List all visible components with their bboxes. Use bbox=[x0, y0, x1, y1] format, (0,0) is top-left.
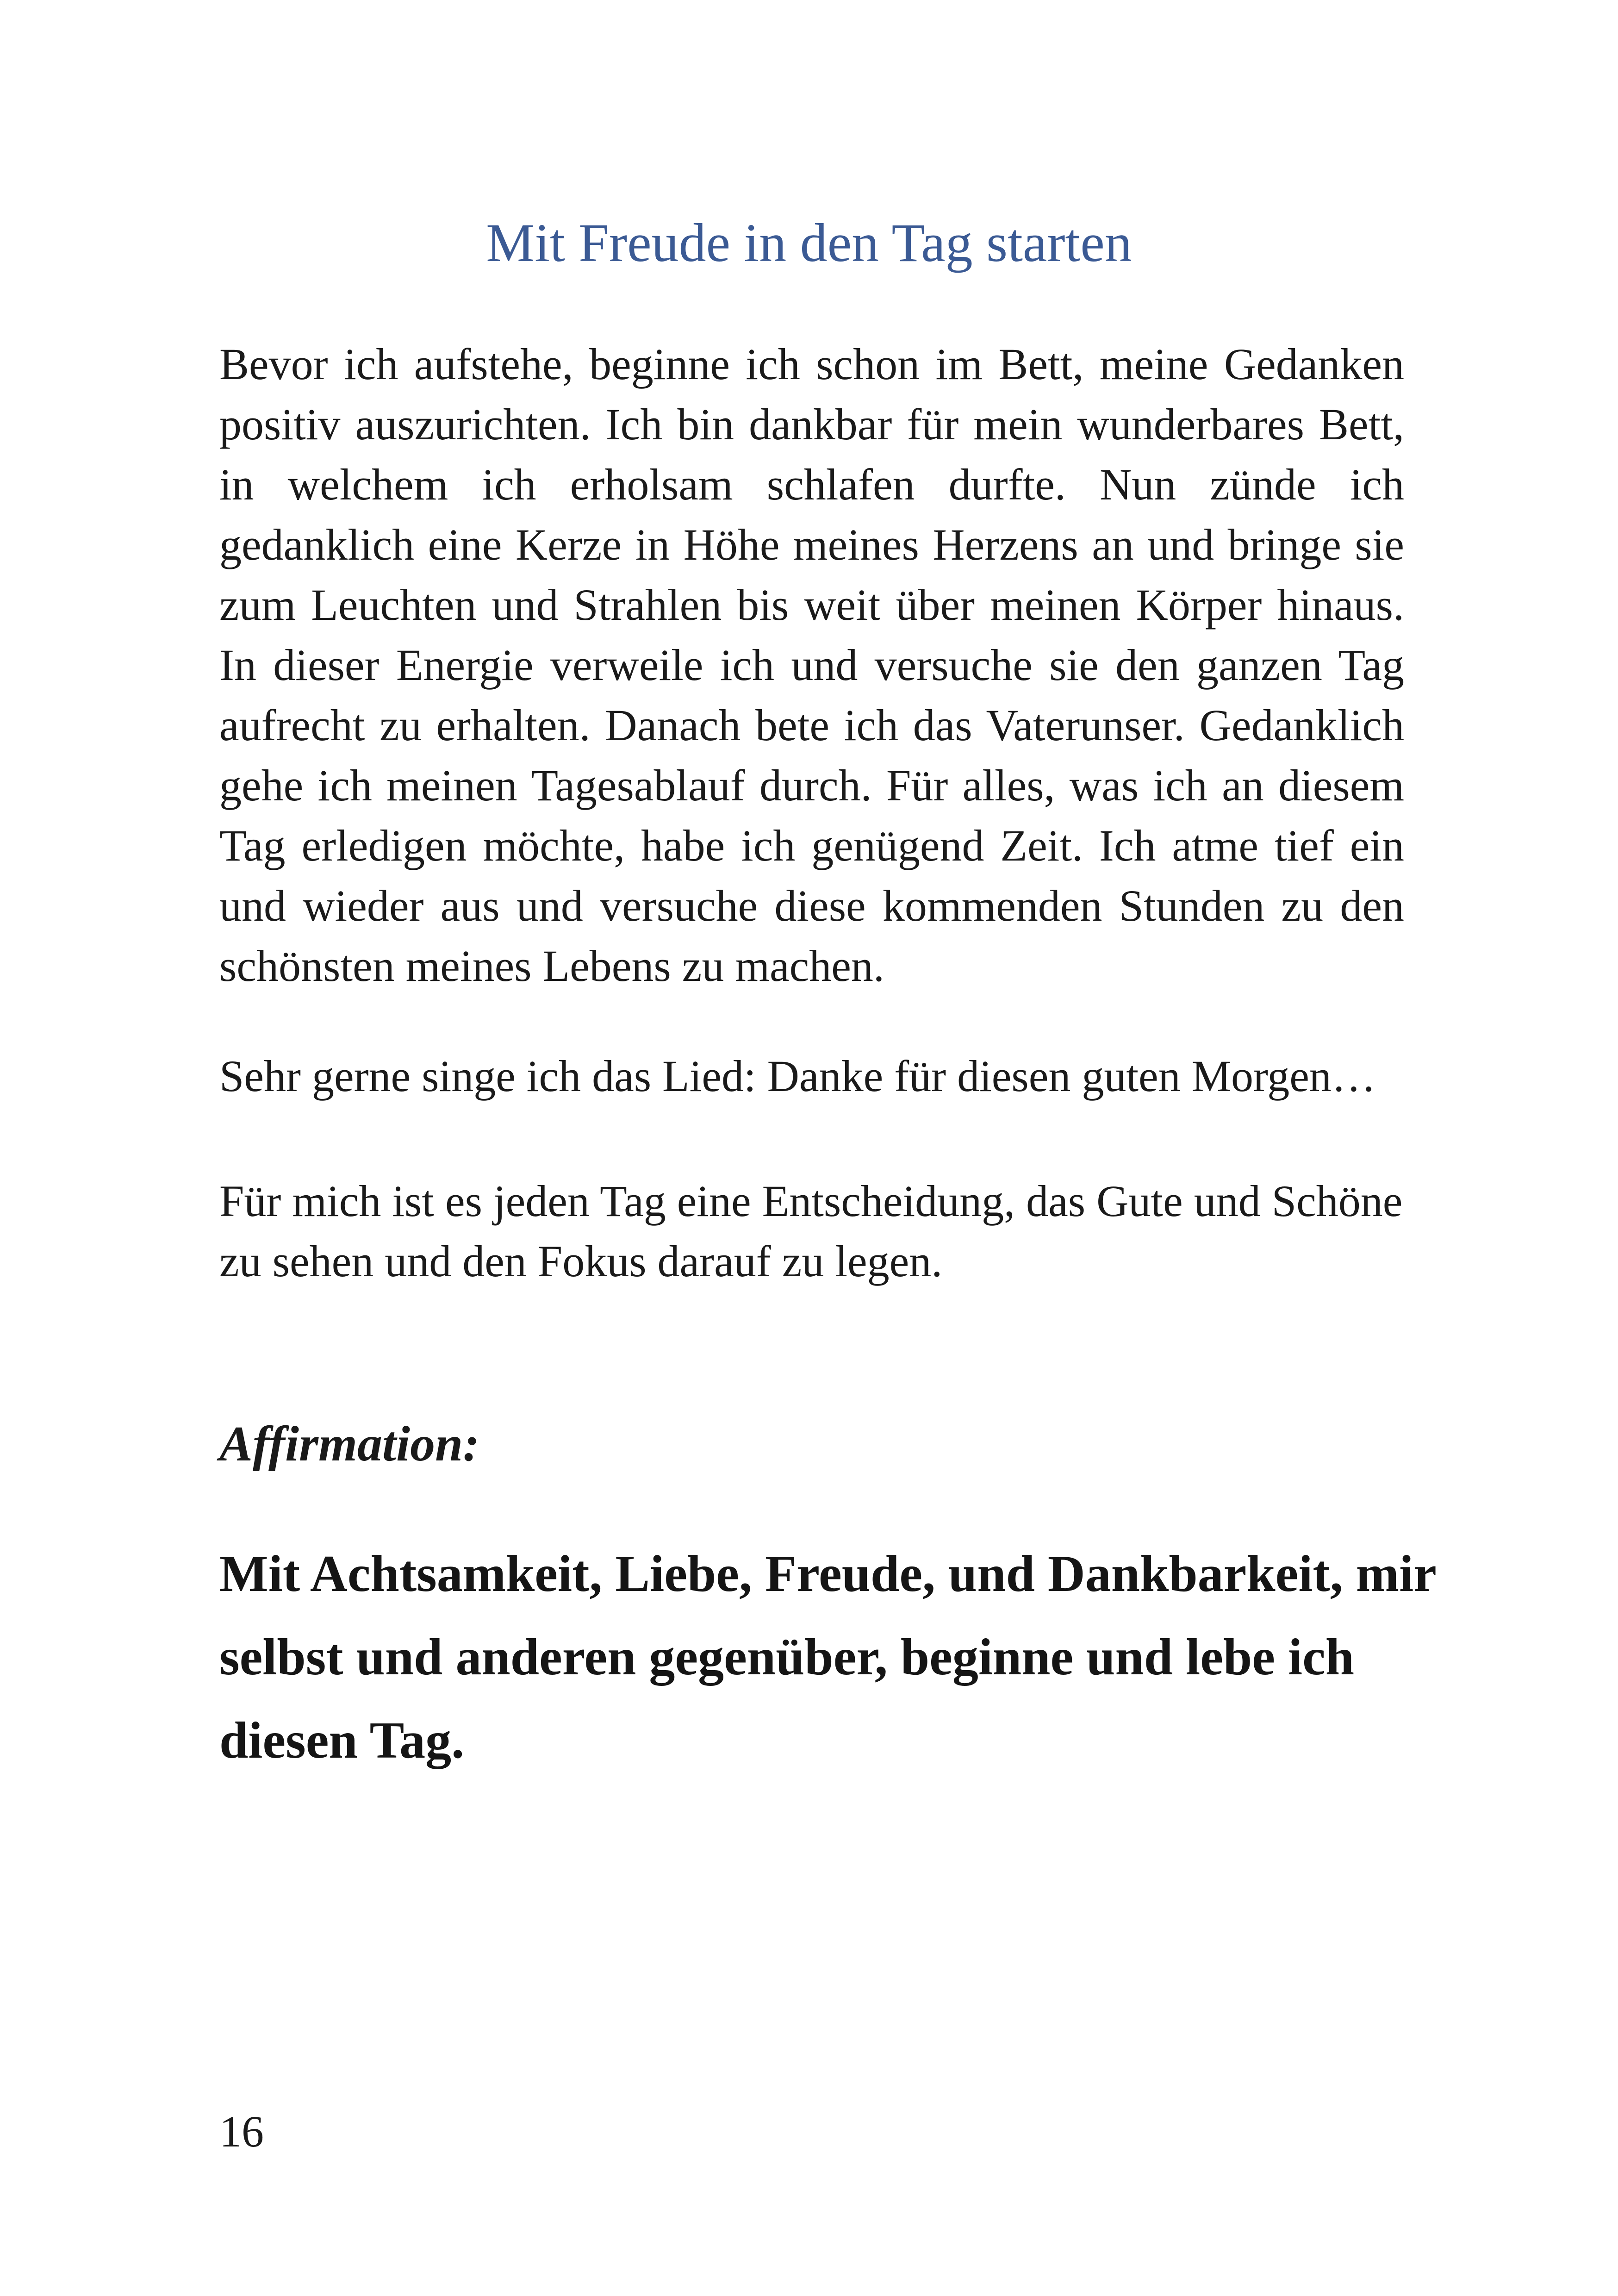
focus-paragraph: Für mich ist es jeden Tag eine Entscheidung, das Gute und Schöne zu sehen und den Fokus darauf zu legen. bbox=[219, 1176, 1403, 1286]
song-paragraph: Sehr gerne singe ich das Lied: Danke für diesen guten Morgen… bbox=[219, 1051, 1376, 1101]
page-number: 16 bbox=[219, 2107, 264, 2156]
main-paragraph: Bevor ich aufstehe, beginne ich schon im Bett, meine Gedanken positiv auszurichten. Ich bin dankbar für mein wunderbares Bett, in welchem ich erholsam schlafen durfte. Nun zünde ich gedanklich eine Kerze in Höhe meines Herzens an und bringe sie zum Leuchten und Strahlen bis weit über meinen Körper hinaus. In dieser Energie verweile ich und versuche sie den ganzen Tag aufrecht zu erhalten. Danach bete ich das Vaterunser. Gedanklich gehe ich meinen Tagesablauf durch. Für alles, was ich an diesem Tag erledigen möchte, habe ich genügend Zeit. Ich atme tief ein und wieder aus und versuche diese kommenden Stunden zu den schönsten meines Lebens zu machen. bbox=[219, 339, 1404, 991]
affirmation-label: Affirmation: bbox=[219, 1416, 480, 1472]
affirmation-text: Mit Achtsamkeit, Liebe, Freude, und Dankbarkeit, mir selbst und anderen gegenüber, beginne und lebe ich diesen Tag. bbox=[219, 1545, 1436, 1769]
page-title: Mit Freude in den Tag starten bbox=[486, 212, 1132, 273]
